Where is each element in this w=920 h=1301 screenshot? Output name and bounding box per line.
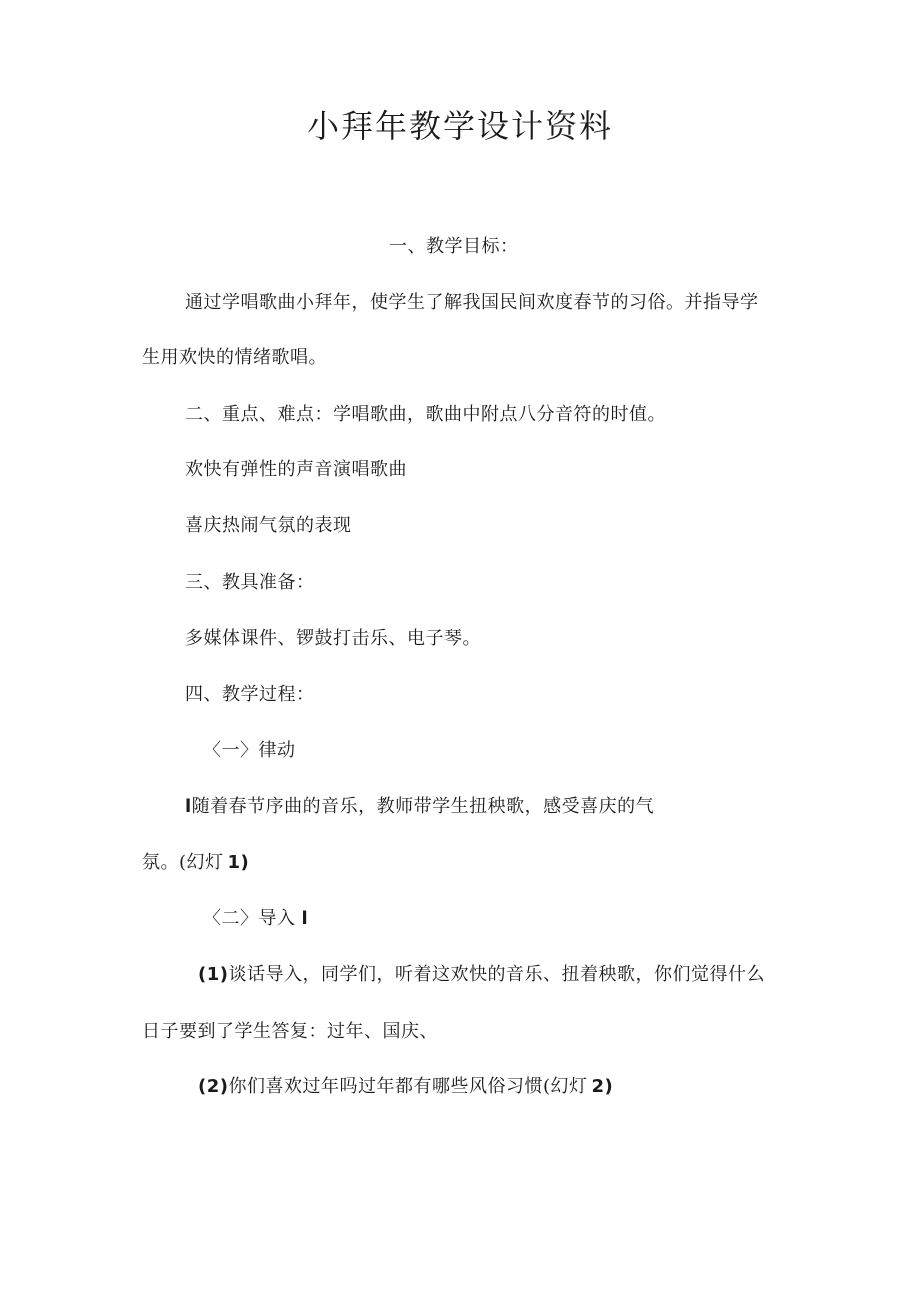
slide-number: 1) [227, 852, 250, 873]
subsection-rhythm: 〈一〉律动 [203, 740, 296, 761]
slide-number: 2) [591, 1076, 614, 1097]
item-number: (2) [198, 1076, 229, 1097]
rhythm-paragraph-line-1 [185, 795, 654, 819]
rhythm-paragraph-text: 随着春节序曲的音乐，教师带学生扭秧歌，感受喜庆的气 [191, 796, 655, 817]
paragraph-objectives-line-1: 通过学唱歌曲小拜年，使学生了解我国民间欢度春节的习俗。并指导学 [185, 292, 759, 313]
materials-line: 多媒体课件、锣鼓打击乐、电子琴。 [185, 628, 481, 649]
list-marker: l [185, 796, 192, 817]
paragraph-objectives-line-2: 生用欢快的情绪歌唱。 [142, 347, 327, 368]
section-heading-objectives: 一、教学目标： [389, 236, 519, 257]
document-title: 小拜年教学设计资料 [306, 107, 613, 145]
section-heading-materials: 三、教具准备： [185, 572, 315, 593]
intro-paragraph-2-text: 你们喜欢过年吗过年都有哪些风俗习惯(幻灯 [228, 1076, 588, 1097]
key-point-line-2: 喜庆热闹气氛的表现 [185, 515, 352, 536]
subsection-intro-text: 〈二〉导入 [203, 908, 296, 929]
rhythm-paragraph-end-text: 氛。(幻灯 [142, 852, 224, 873]
list-marker: l [301, 908, 309, 929]
intro-paragraph-2 [198, 1075, 613, 1099]
intro-paragraph-1-text: 谈话导入，同学们，听着这欢快的音乐、扭着秧歌，你们觉得什么 [228, 964, 765, 985]
rhythm-paragraph-line-2 [142, 851, 249, 875]
section-heading-key-points: 二、重点、难点：学唱歌曲，歌曲中附点八分音符的时值。 [185, 404, 666, 425]
item-number: (1) [198, 964, 229, 985]
intro-paragraph-1-line-2: 日子要到了学生答复：过年、国庆、 [142, 1021, 438, 1042]
intro-paragraph-1-line-1 [198, 963, 765, 987]
key-point-line-1: 欢快有弹性的声音演唱歌曲 [185, 459, 407, 480]
section-heading-process: 四、教学过程： [185, 684, 315, 705]
subsection-intro [203, 907, 308, 931]
